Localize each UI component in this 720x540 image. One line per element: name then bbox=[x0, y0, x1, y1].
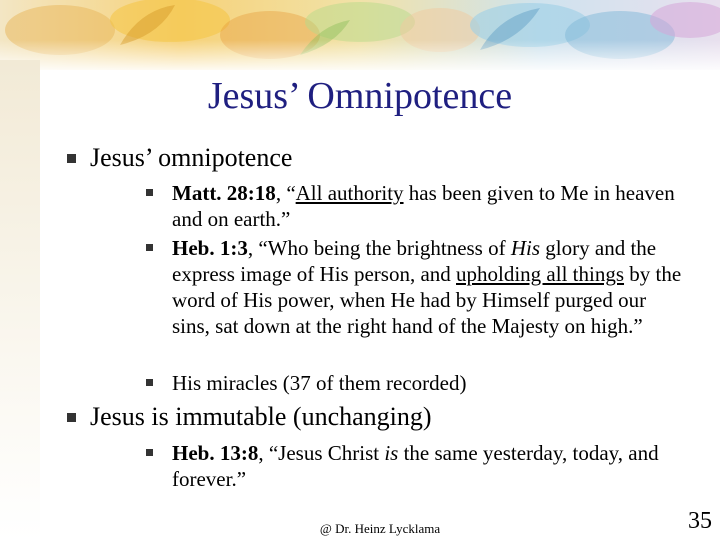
bullet-text: , “Jesus Christ bbox=[258, 441, 385, 465]
square-bullet-icon bbox=[146, 379, 153, 386]
sub-bullet-point bbox=[172, 370, 682, 396]
underlined-text: upholding all things bbox=[456, 262, 625, 286]
bullet-text: Jesus’ omnipotence bbox=[90, 143, 293, 172]
square-bullet-icon bbox=[67, 154, 76, 163]
scripture-reference: Matt. 28:18 bbox=[172, 181, 276, 205]
bullet-text: has been given to Me in heaven and on earth.” bbox=[172, 181, 675, 231]
square-bullet-icon bbox=[67, 413, 76, 422]
bullet-text: by the word of His power, when He had by Himself purged our sins, sat down at the right hand of the Majesty on high.” bbox=[172, 262, 682, 338]
sub-bullet-point bbox=[172, 440, 682, 492]
slide-number: 35 bbox=[688, 508, 712, 534]
italic-text: His bbox=[510, 236, 541, 260]
bullet-text: , “Who being the brightness of bbox=[247, 236, 511, 260]
italic-text: is bbox=[384, 441, 399, 465]
square-bullet-icon bbox=[146, 189, 153, 196]
decorative-side-strip bbox=[0, 60, 40, 540]
bullet-point bbox=[90, 143, 690, 173]
underlined-text: All authority bbox=[295, 181, 404, 205]
bullet-point bbox=[90, 402, 690, 432]
decorative-banner bbox=[0, 0, 720, 70]
bullet-text: the same yesterday, today, and forever.” bbox=[172, 441, 659, 491]
bullet-text: His miracles (37 of them recorded) bbox=[172, 371, 467, 395]
square-bullet-icon bbox=[146, 449, 153, 456]
sub-bullet-point bbox=[172, 235, 682, 339]
scripture-reference: Heb. 1:3 bbox=[172, 236, 248, 260]
scripture-reference: Heb. 13:8 bbox=[172, 441, 259, 465]
square-bullet-icon bbox=[146, 244, 153, 251]
bullet-text: glory and the express image of His person, and bbox=[172, 236, 657, 286]
sub-bullet-point bbox=[172, 180, 682, 232]
slide-footer: @ Dr. Heinz Lycklama bbox=[319, 521, 441, 536]
bullet-text: , “ bbox=[275, 181, 296, 205]
bullet-text: Jesus is immutable (unchanging) bbox=[90, 402, 432, 431]
slide-title: Jesus’ Omnipotence bbox=[207, 75, 513, 117]
